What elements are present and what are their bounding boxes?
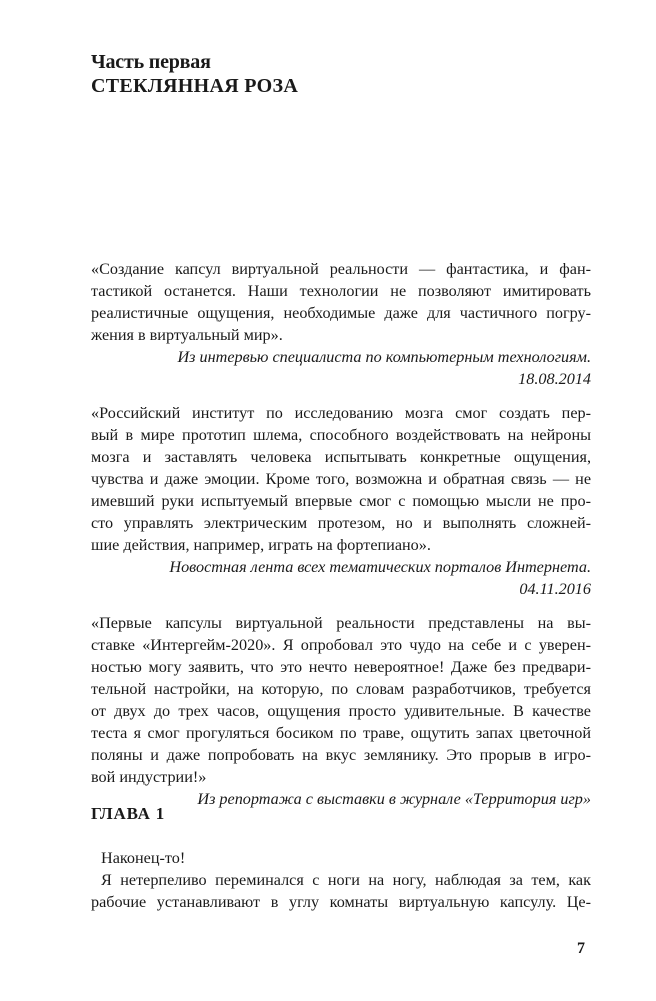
epigraph-line: «Российский институт по исследованию мозга смог создать пер- bbox=[91, 404, 591, 422]
epigraph-source: Из репортажа с выставки в журнале «Территория игр» bbox=[197, 790, 591, 808]
epigraph-line: жения в виртуальный мир». bbox=[91, 326, 283, 344]
epigraph-2 bbox=[91, 402, 591, 600]
epigraph-line: чувства и даже эмоции. Кроме того, возможна и обратная связь — не bbox=[91, 470, 591, 488]
epigraphs bbox=[91, 258, 591, 822]
epigraph-line: ставке «Интергейм-2020». Я опробовал это чудо на себе и с уверен- bbox=[91, 636, 591, 654]
epigraph-line: сто управлять электрическим протезом, но и выполнять сложней- bbox=[91, 514, 591, 532]
part-title: СТЕКЛЯННАЯ РОЗА bbox=[91, 75, 299, 97]
page-number: 7 bbox=[577, 940, 585, 957]
part-header bbox=[91, 50, 298, 98]
chapter-title: ГЛАВА 1 bbox=[91, 804, 166, 823]
epigraph-line: тельной настройки, на которую, по словам разработчиков, требуется bbox=[91, 680, 591, 698]
epigraph-source: Новостная лента всех тематических порталов Интернета. bbox=[169, 558, 591, 576]
epigraph-line: «Первые капсулы виртуальной реальности представлены на вы- bbox=[91, 614, 591, 632]
body-line: Я нетерпеливо переминался с ноги на ногу, наблюдая за тем, как bbox=[101, 871, 591, 889]
epigraph-line: шие действия, например, играть на фортепиано». bbox=[91, 536, 431, 554]
epigraph-line: ностью могу заявить, что это нечто невероятное! Даже без предвари- bbox=[91, 658, 591, 676]
epigraph-1 bbox=[91, 258, 591, 390]
epigraph-line: вый в мире прототип шлема, способного воздействовать на нейроны bbox=[91, 426, 591, 444]
epigraph-source: Из интервью специалиста по компьютерным технологиям. bbox=[177, 348, 591, 366]
epigraph-date: 18.08.2014 bbox=[518, 370, 591, 388]
body-line: рабочие устанавливают в углу комнаты виртуальную капсулу. Це- bbox=[91, 893, 591, 911]
epigraph-3 bbox=[91, 612, 591, 810]
epigraph-line: реалистичные ощущения, необходимые даже для частичного погру- bbox=[91, 304, 591, 322]
epigraph-line: вой индустрии!» bbox=[91, 768, 207, 786]
epigraph-line: теста я смог прогуляться босиком по траве, ощутить запах цветочной bbox=[91, 724, 591, 742]
epigraph-line: от двух до трех часов, ощущения просто удивительные. В качестве bbox=[91, 702, 591, 720]
epigraph-line: «Создание капсул виртуальной реальности — фантастика, и фан- bbox=[91, 260, 591, 278]
chapter bbox=[91, 803, 591, 913]
part-label: Часть первая bbox=[91, 51, 211, 73]
body-line: Наконец-то! bbox=[101, 849, 186, 867]
epigraph-date: 04.11.2016 bbox=[519, 580, 591, 598]
epigraph-line: поляны и даже попробовать на вкус землянику. Это прорыв в игро- bbox=[91, 746, 591, 764]
epigraph-line: мозга и заставлять человека испытывать конкретные ощущения, bbox=[91, 448, 591, 466]
epigraph-line: имевший руки испытуемый впервые смог с помощью мысли не про- bbox=[91, 492, 591, 510]
epigraph-line: тастикой останется. Наши технологии не позволяют имитировать bbox=[91, 282, 591, 300]
